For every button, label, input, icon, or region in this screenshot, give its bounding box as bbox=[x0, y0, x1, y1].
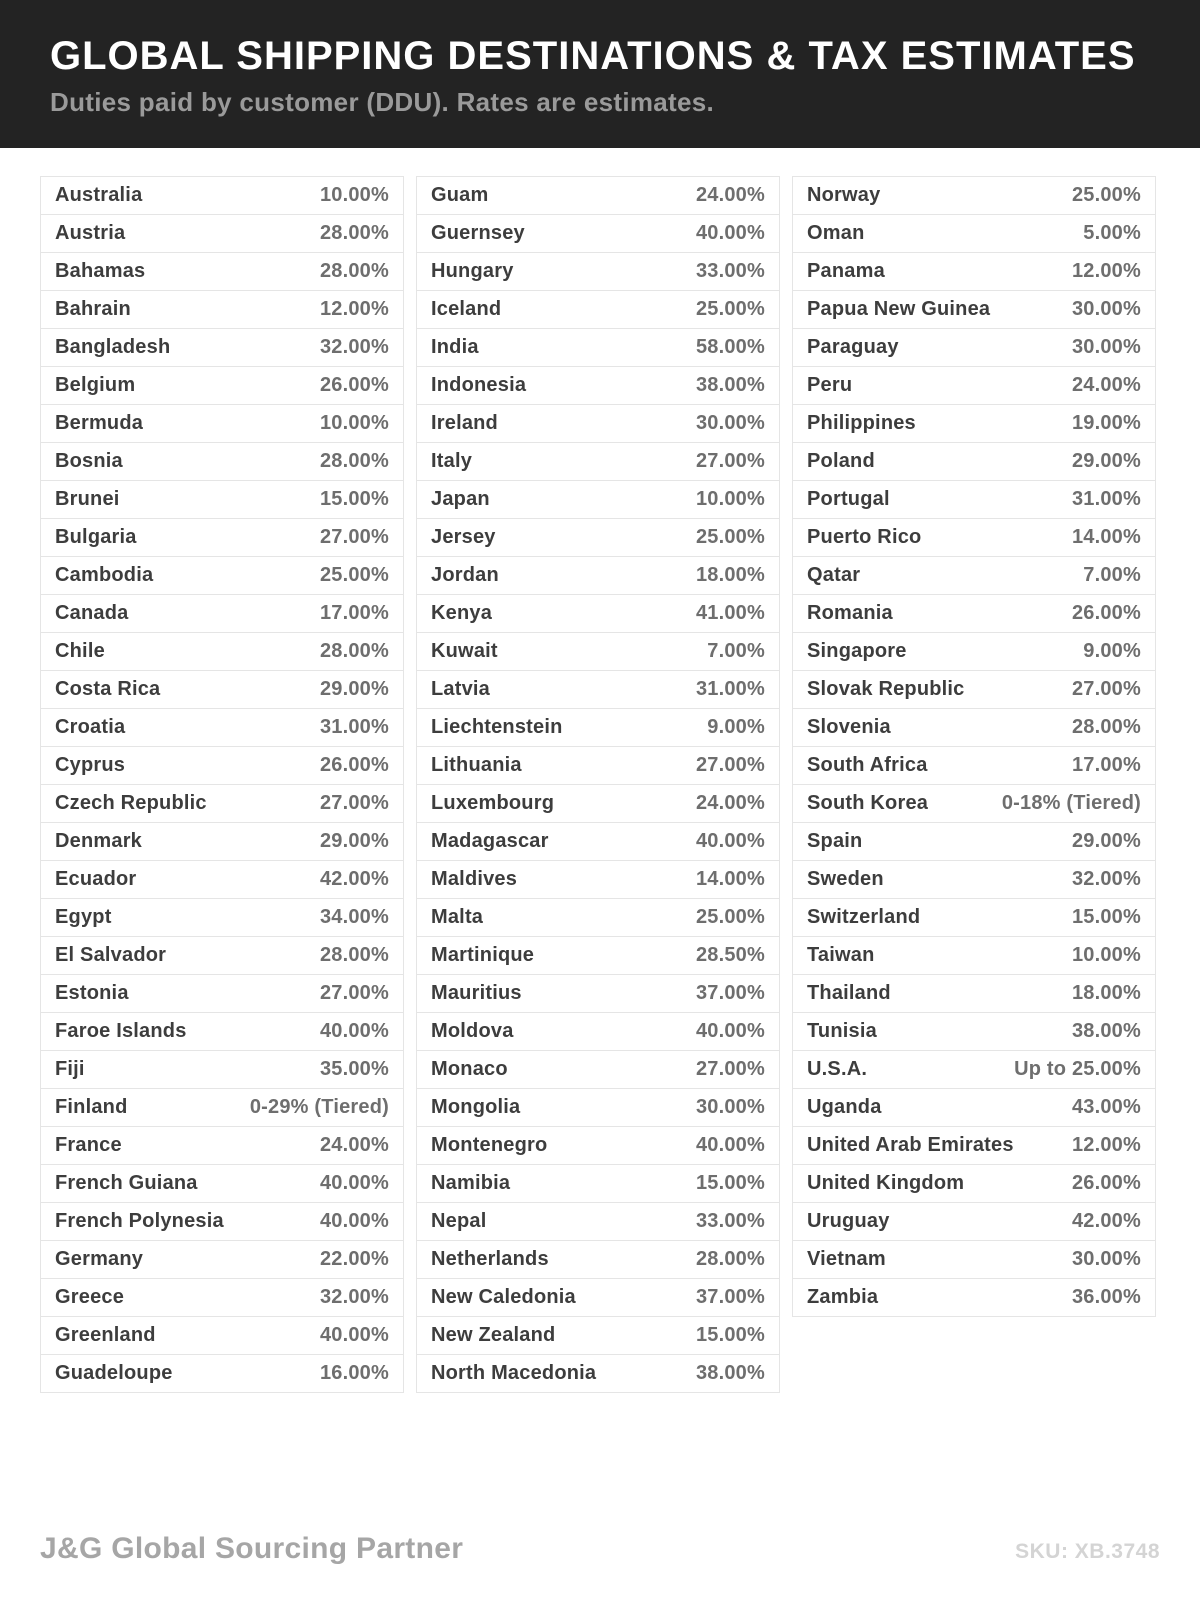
rate-row bbox=[416, 974, 780, 1013]
rate-row bbox=[40, 822, 404, 861]
country-name: Slovak Republic bbox=[807, 678, 965, 700]
rate-row bbox=[40, 1354, 404, 1393]
country-name: Italy bbox=[431, 450, 473, 472]
rate-row bbox=[792, 936, 1156, 975]
tax-rate: 25.00% bbox=[695, 526, 765, 548]
tax-rate: 36.00% bbox=[1071, 1286, 1141, 1308]
rate-row bbox=[792, 784, 1156, 823]
country-name: Oman bbox=[807, 222, 865, 244]
rate-row bbox=[416, 1164, 780, 1203]
rate-row bbox=[40, 784, 404, 823]
rate-row bbox=[40, 1012, 404, 1051]
country-name: Liechtenstein bbox=[431, 716, 563, 738]
rate-row bbox=[416, 860, 780, 899]
rate-row bbox=[416, 290, 780, 329]
rate-row bbox=[40, 442, 404, 481]
tax-rate: 14.00% bbox=[1071, 526, 1141, 548]
rate-row bbox=[416, 252, 780, 291]
country-name: Montenegro bbox=[431, 1134, 548, 1156]
tax-rate: 0-29% (Tiered) bbox=[249, 1096, 389, 1118]
rate-row bbox=[40, 974, 404, 1013]
country-name: Egypt bbox=[55, 906, 112, 928]
tax-rate: 30.00% bbox=[695, 1096, 765, 1118]
country-name: Australia bbox=[55, 184, 143, 206]
rate-row bbox=[40, 670, 404, 709]
country-name: Romania bbox=[807, 602, 893, 624]
country-name: New Zealand bbox=[431, 1324, 556, 1346]
tax-rate: 24.00% bbox=[1071, 374, 1141, 396]
tax-rate: 26.00% bbox=[1071, 602, 1141, 624]
tax-rate: 27.00% bbox=[695, 450, 765, 472]
tax-rate: 40.00% bbox=[319, 1210, 389, 1232]
tax-rate: 27.00% bbox=[319, 792, 389, 814]
country-name: U.S.A. bbox=[807, 1058, 868, 1080]
tax-rate: 37.00% bbox=[695, 1286, 765, 1308]
rate-row bbox=[792, 974, 1156, 1013]
sku-label: SKU: XB.3748 bbox=[1015, 1540, 1160, 1563]
rate-row bbox=[416, 1354, 780, 1393]
country-name: Jersey bbox=[431, 526, 496, 548]
tax-rate: 25.00% bbox=[695, 906, 765, 928]
rate-row bbox=[792, 1164, 1156, 1203]
country-name: Martinique bbox=[431, 944, 535, 966]
rate-row bbox=[792, 1050, 1156, 1089]
country-name: Faroe Islands bbox=[55, 1020, 187, 1042]
country-name: Finland bbox=[55, 1096, 128, 1118]
tax-rate: 30.00% bbox=[695, 412, 765, 434]
rate-row bbox=[792, 1126, 1156, 1165]
tax-rate: 29.00% bbox=[1071, 450, 1141, 472]
tax-rate: 19.00% bbox=[1071, 412, 1141, 434]
country-name: Guernsey bbox=[431, 222, 525, 244]
country-name: Guadeloupe bbox=[55, 1362, 173, 1384]
tax-rate: 15.00% bbox=[319, 488, 389, 510]
country-name: Jordan bbox=[431, 564, 499, 586]
tax-rate: 25.00% bbox=[695, 298, 765, 320]
country-name: Peru bbox=[807, 374, 853, 396]
country-name: Spain bbox=[807, 830, 863, 852]
rate-row bbox=[40, 594, 404, 633]
rates-table bbox=[0, 148, 1200, 1393]
country-name: Chile bbox=[55, 640, 105, 662]
rate-row bbox=[792, 594, 1156, 633]
country-name: Fiji bbox=[55, 1058, 85, 1080]
rate-row bbox=[792, 898, 1156, 937]
rate-row bbox=[40, 1126, 404, 1165]
tax-rate: 14.00% bbox=[695, 868, 765, 890]
country-name: French Guiana bbox=[55, 1172, 198, 1194]
rate-row bbox=[416, 176, 780, 215]
country-name: Greece bbox=[55, 1286, 125, 1308]
country-name: Brunei bbox=[55, 488, 120, 510]
tax-rate: 0-18% (Tiered) bbox=[1001, 792, 1141, 814]
country-name: Austria bbox=[55, 222, 126, 244]
tax-rate: 33.00% bbox=[695, 260, 765, 282]
country-name: South Africa bbox=[807, 754, 928, 776]
tax-rate: 12.00% bbox=[319, 298, 389, 320]
rate-row bbox=[792, 1088, 1156, 1127]
rate-row bbox=[416, 214, 780, 253]
country-name: Croatia bbox=[55, 716, 126, 738]
rate-row bbox=[792, 442, 1156, 481]
rate-row bbox=[40, 1050, 404, 1089]
country-name: Portugal bbox=[807, 488, 890, 510]
country-name: Bermuda bbox=[55, 412, 144, 434]
tax-rate: 40.00% bbox=[319, 1020, 389, 1042]
rate-row bbox=[416, 746, 780, 785]
country-name: Ireland bbox=[431, 412, 498, 434]
tax-rate: 32.00% bbox=[1071, 868, 1141, 890]
country-name: Qatar bbox=[807, 564, 861, 586]
country-name: Guam bbox=[431, 184, 489, 206]
country-name: Sweden bbox=[807, 868, 884, 890]
country-name: Bulgaria bbox=[55, 526, 137, 548]
rate-row bbox=[40, 898, 404, 937]
rates-column-3 bbox=[792, 176, 1156, 1317]
tax-rate: 43.00% bbox=[1071, 1096, 1141, 1118]
country-name: Iceland bbox=[431, 298, 502, 320]
tax-rate: 35.00% bbox=[319, 1058, 389, 1080]
country-name: Bahamas bbox=[55, 260, 146, 282]
rate-row bbox=[792, 708, 1156, 747]
rate-row bbox=[40, 480, 404, 519]
country-name: Estonia bbox=[55, 982, 129, 1004]
country-name: Mongolia bbox=[431, 1096, 521, 1118]
page-subtitle: Duties paid by customer (DDU). Rates are estimates. bbox=[50, 87, 715, 117]
tax-rate: 26.00% bbox=[319, 754, 389, 776]
page-footer bbox=[0, 1532, 1200, 1600]
tax-rate: 15.00% bbox=[695, 1172, 765, 1194]
country-name: Maldives bbox=[431, 868, 518, 890]
rate-row bbox=[792, 556, 1156, 595]
rate-row bbox=[40, 708, 404, 747]
rate-row bbox=[416, 1126, 780, 1165]
rate-row bbox=[40, 252, 404, 291]
country-name: United Arab Emirates bbox=[807, 1134, 1014, 1156]
rate-row bbox=[40, 1278, 404, 1317]
tax-rate: 27.00% bbox=[695, 754, 765, 776]
tax-rate: 28.00% bbox=[319, 944, 389, 966]
rate-row bbox=[792, 518, 1156, 557]
country-name: Mauritius bbox=[431, 982, 522, 1004]
rate-row bbox=[40, 290, 404, 329]
rate-row bbox=[792, 176, 1156, 215]
country-name: Germany bbox=[55, 1248, 144, 1270]
tax-rate: 30.00% bbox=[1071, 1248, 1141, 1270]
country-name: Luxembourg bbox=[431, 792, 555, 814]
tax-rate: 30.00% bbox=[1071, 336, 1141, 358]
country-name: Panama bbox=[807, 260, 885, 282]
country-name: Netherlands bbox=[431, 1248, 549, 1270]
tax-rate: 40.00% bbox=[695, 830, 765, 852]
rate-row bbox=[792, 480, 1156, 519]
rate-row bbox=[416, 1202, 780, 1241]
tax-rate: 24.00% bbox=[319, 1134, 389, 1156]
country-name: Lithuania bbox=[431, 754, 522, 776]
country-name: Cambodia bbox=[55, 564, 154, 586]
header-banner bbox=[0, 0, 1200, 148]
rate-row bbox=[792, 822, 1156, 861]
rate-row bbox=[792, 1278, 1156, 1317]
rate-row bbox=[40, 556, 404, 595]
tax-rate: 7.00% bbox=[707, 640, 765, 662]
tax-rate: 28.00% bbox=[695, 1248, 765, 1270]
country-name: France bbox=[55, 1134, 122, 1156]
country-name: Singapore bbox=[807, 640, 907, 662]
tax-rate: 38.00% bbox=[1071, 1020, 1141, 1042]
country-name: Czech Republic bbox=[55, 792, 207, 814]
country-name: North Macedonia bbox=[431, 1362, 597, 1384]
tax-rate: 28.00% bbox=[319, 450, 389, 472]
tax-rate: 5.00% bbox=[1083, 222, 1141, 244]
country-name: Papua New Guinea bbox=[807, 298, 991, 320]
country-name: El Salvador bbox=[55, 944, 167, 966]
tax-rate: 31.00% bbox=[319, 716, 389, 738]
country-name: Belgium bbox=[55, 374, 136, 396]
rate-row bbox=[792, 1202, 1156, 1241]
country-name: Kenya bbox=[431, 602, 493, 624]
tax-rate: 29.00% bbox=[1071, 830, 1141, 852]
rates-column-1 bbox=[40, 176, 404, 1393]
country-name: Zambia bbox=[807, 1286, 879, 1308]
rate-row bbox=[792, 632, 1156, 671]
country-name: Switzerland bbox=[807, 906, 921, 928]
country-name: Paraguay bbox=[807, 336, 899, 358]
rate-row bbox=[792, 1012, 1156, 1051]
tax-rate: 38.00% bbox=[695, 1362, 765, 1384]
country-name: Poland bbox=[807, 450, 875, 472]
tax-rate: 17.00% bbox=[319, 602, 389, 624]
tax-rate: 40.00% bbox=[695, 1020, 765, 1042]
rate-row bbox=[792, 366, 1156, 405]
rate-row bbox=[40, 214, 404, 253]
country-name: Norway bbox=[807, 184, 881, 206]
rate-row bbox=[40, 936, 404, 975]
tax-rate: 34.00% bbox=[319, 906, 389, 928]
country-name: Namibia bbox=[431, 1172, 511, 1194]
rate-row bbox=[416, 442, 780, 481]
country-name: Kuwait bbox=[431, 640, 498, 662]
country-name: Bahrain bbox=[55, 298, 131, 320]
tax-rate: 31.00% bbox=[695, 678, 765, 700]
tax-rate: 31.00% bbox=[1071, 488, 1141, 510]
country-name: Tunisia bbox=[807, 1020, 877, 1042]
rate-row bbox=[792, 290, 1156, 329]
tax-rate: 29.00% bbox=[319, 678, 389, 700]
tax-rate: 40.00% bbox=[695, 1134, 765, 1156]
tax-rate: 29.00% bbox=[319, 830, 389, 852]
rate-row bbox=[416, 898, 780, 937]
tax-rate: 27.00% bbox=[1071, 678, 1141, 700]
country-name: South Korea bbox=[807, 792, 929, 814]
country-name: Uruguay bbox=[807, 1210, 890, 1232]
tax-rate: 33.00% bbox=[695, 1210, 765, 1232]
rate-row bbox=[40, 366, 404, 405]
rate-row bbox=[792, 404, 1156, 443]
country-name: Japan bbox=[431, 488, 490, 510]
rate-row bbox=[416, 784, 780, 823]
country-name: Costa Rica bbox=[55, 678, 161, 700]
tax-rate: 41.00% bbox=[695, 602, 765, 624]
rates-column-2 bbox=[416, 176, 780, 1393]
tax-rate: 42.00% bbox=[319, 868, 389, 890]
rate-row bbox=[40, 632, 404, 671]
tax-rate: 10.00% bbox=[695, 488, 765, 510]
country-name: Greenland bbox=[55, 1324, 156, 1346]
tax-rate: 24.00% bbox=[695, 184, 765, 206]
rate-row bbox=[792, 746, 1156, 785]
country-name: Uganda bbox=[807, 1096, 882, 1118]
country-name: Thailand bbox=[807, 982, 891, 1004]
tax-rate: 26.00% bbox=[319, 374, 389, 396]
tax-rate: 42.00% bbox=[1071, 1210, 1141, 1232]
rate-row bbox=[40, 860, 404, 899]
country-name: Latvia bbox=[431, 678, 491, 700]
tax-rate: 38.00% bbox=[695, 374, 765, 396]
rate-row bbox=[40, 1240, 404, 1279]
country-name: Ecuador bbox=[55, 868, 137, 890]
tax-rate: 27.00% bbox=[695, 1058, 765, 1080]
country-name: Moldova bbox=[431, 1020, 514, 1042]
country-name: Philippines bbox=[807, 412, 916, 434]
tax-rate: 10.00% bbox=[319, 412, 389, 434]
country-name: Hungary bbox=[431, 260, 514, 282]
tax-rate: 26.00% bbox=[1071, 1172, 1141, 1194]
tax-rate: 10.00% bbox=[1071, 944, 1141, 966]
tax-rate: 24.00% bbox=[695, 792, 765, 814]
tax-rate: 58.00% bbox=[695, 336, 765, 358]
rate-row bbox=[416, 936, 780, 975]
tax-rate: 22.00% bbox=[319, 1248, 389, 1270]
tax-rate: 28.00% bbox=[319, 222, 389, 244]
tax-rate: 10.00% bbox=[319, 184, 389, 206]
rate-row bbox=[416, 328, 780, 367]
country-name: United Kingdom bbox=[807, 1172, 965, 1194]
rate-row bbox=[416, 366, 780, 405]
rate-row bbox=[416, 1278, 780, 1317]
tax-rate: 28.00% bbox=[1071, 716, 1141, 738]
country-name: Slovenia bbox=[807, 716, 891, 738]
tax-rate: 28.00% bbox=[319, 640, 389, 662]
tax-rate: 37.00% bbox=[695, 982, 765, 1004]
rate-row bbox=[416, 1088, 780, 1127]
country-name: Monaco bbox=[431, 1058, 508, 1080]
rate-row bbox=[416, 556, 780, 595]
rate-row bbox=[40, 1202, 404, 1241]
rate-row bbox=[40, 328, 404, 367]
rate-row bbox=[416, 708, 780, 747]
tax-rate: 15.00% bbox=[695, 1324, 765, 1346]
rate-row bbox=[792, 1240, 1156, 1279]
tax-rate: 9.00% bbox=[1083, 640, 1141, 662]
country-name: Denmark bbox=[55, 830, 142, 852]
country-name: Cyprus bbox=[55, 754, 126, 776]
rate-row bbox=[40, 746, 404, 785]
rate-row bbox=[40, 404, 404, 443]
country-name: Bangladesh bbox=[55, 336, 171, 358]
rate-row bbox=[416, 822, 780, 861]
tax-rate: 17.00% bbox=[1071, 754, 1141, 776]
country-name: Madagascar bbox=[431, 830, 549, 852]
tax-rate: 27.00% bbox=[319, 526, 389, 548]
rate-row bbox=[416, 1050, 780, 1089]
rate-row bbox=[416, 518, 780, 557]
tax-rate: 28.00% bbox=[319, 260, 389, 282]
country-name: French Polynesia bbox=[55, 1210, 224, 1232]
rate-row bbox=[792, 670, 1156, 709]
tax-rate: 25.00% bbox=[319, 564, 389, 586]
country-name: Bosnia bbox=[55, 450, 123, 472]
tax-rate: 40.00% bbox=[319, 1324, 389, 1346]
country-name: Puerto Rico bbox=[807, 526, 922, 548]
rate-row bbox=[40, 1316, 404, 1355]
country-name: Nepal bbox=[431, 1210, 487, 1232]
tax-rate: 40.00% bbox=[695, 222, 765, 244]
tax-rate: 7.00% bbox=[1083, 564, 1141, 586]
rate-row bbox=[792, 214, 1156, 253]
page-title: GLOBAL SHIPPING DESTINATIONS & TAX ESTIMATES bbox=[50, 34, 1136, 78]
rate-row bbox=[416, 670, 780, 709]
tax-rate: 18.00% bbox=[1071, 982, 1141, 1004]
rate-row bbox=[792, 860, 1156, 899]
tax-rate: 30.00% bbox=[1071, 298, 1141, 320]
brand-name: J&G Global Sourcing Partner bbox=[40, 1532, 464, 1565]
rate-row bbox=[40, 176, 404, 215]
rate-row bbox=[416, 480, 780, 519]
country-name: Canada bbox=[55, 602, 129, 624]
country-name: Malta bbox=[431, 906, 484, 928]
tax-rate: 32.00% bbox=[319, 336, 389, 358]
tax-rate: 28.50% bbox=[695, 944, 765, 966]
tax-rate: 40.00% bbox=[319, 1172, 389, 1194]
rate-row bbox=[416, 1240, 780, 1279]
rate-row bbox=[416, 1012, 780, 1051]
country-name: India bbox=[431, 336, 479, 358]
rate-row bbox=[40, 518, 404, 557]
tax-rate: 12.00% bbox=[1071, 260, 1141, 282]
tax-rate: 27.00% bbox=[319, 982, 389, 1004]
rate-row bbox=[792, 328, 1156, 367]
rate-row bbox=[416, 404, 780, 443]
tax-rate: 16.00% bbox=[319, 1362, 389, 1384]
rate-row bbox=[40, 1088, 404, 1127]
country-name: New Caledonia bbox=[431, 1286, 576, 1308]
country-name: Indonesia bbox=[431, 374, 527, 396]
rate-row bbox=[416, 594, 780, 633]
rate-row bbox=[416, 632, 780, 671]
tax-rate: 25.00% bbox=[1071, 184, 1141, 206]
tax-rate: 12.00% bbox=[1071, 1134, 1141, 1156]
tax-rate: 9.00% bbox=[707, 716, 765, 738]
rate-row bbox=[40, 1164, 404, 1203]
country-name: Vietnam bbox=[807, 1248, 886, 1270]
country-name: Taiwan bbox=[807, 944, 875, 966]
tax-rate: Up to 25.00% bbox=[1014, 1058, 1141, 1080]
tax-rate: 32.00% bbox=[319, 1286, 389, 1308]
tax-rate: 18.00% bbox=[695, 564, 765, 586]
tax-rate: 15.00% bbox=[1071, 906, 1141, 928]
rate-row bbox=[792, 252, 1156, 291]
rate-row bbox=[416, 1316, 780, 1355]
